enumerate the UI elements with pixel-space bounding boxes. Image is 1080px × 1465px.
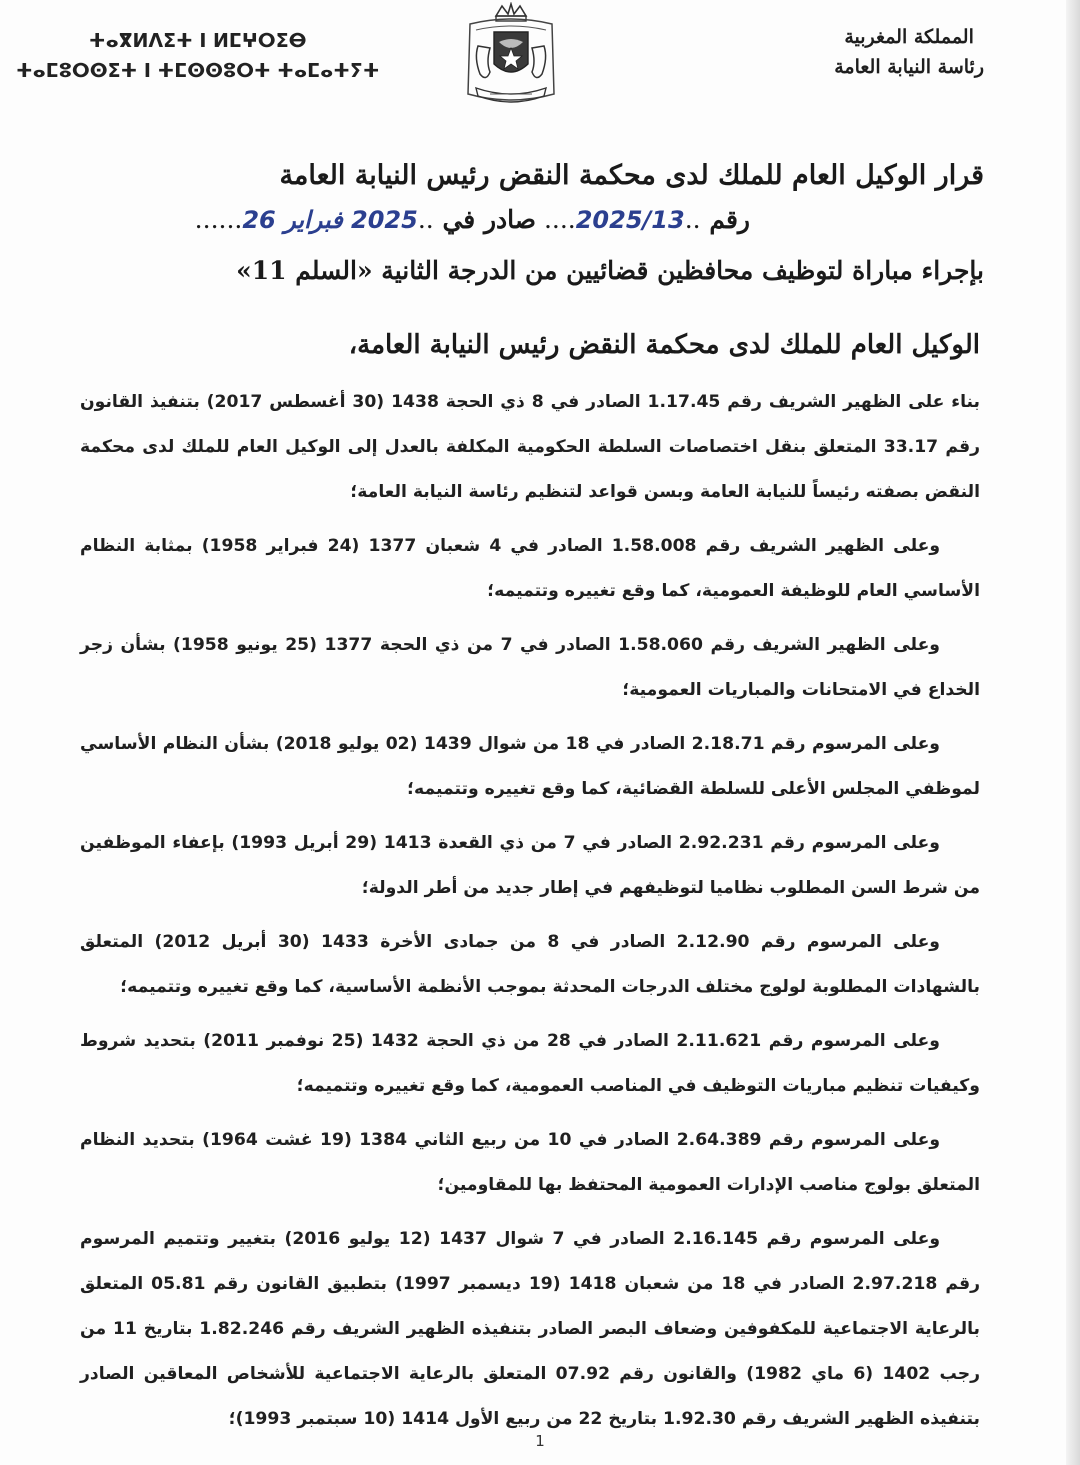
document-body [80,380,980,1451]
page-edge-shadow [1066,0,1080,1465]
paragraph: وعلى الظهير الشريف رقم 1.58.060 الصادر في 7 من ذي الحجة 1377 (25 يونيو 1958) بشأن زجر الخداع في الامتحانات والمباريات العمومية؛ [80,635,980,700]
header-kingdom: المملكة المغربية [844,26,974,48]
paragraph: بناء على الظهير الشريف رقم 1.17.45 الصادر في 8 ذي الحجة 1438 (30 أغسطس 2017) بتنفيذ القانون رقم 33.17 المتعلق بنقل اختصاصات السلطة الحكومية المكلفة بالعدل إلى الوكيل العام للملك لدى محكمة النقض بصفته رئيساً للنيابة العامة وبسن قواعد لتنظيم رئاسة النيابة العامة؛ [80,392,980,502]
decision-reference [195,205,750,234]
body-heading: الوكيل العام للملك لدى محكمة النقض رئيس النيابة العامة، [348,330,980,360]
number-label: رقم [709,205,750,234]
paragraph: وعلى المرسوم رقم 2.11.621 الصادر في 28 من ذي الحجة 1432 (25 نوفمبر 2011) بتحديد شروط وكيفيات تنظيم مباريات التوظيف في المناصب العمومية، كما وقع تغييره وتتميمه؛ [80,1031,980,1096]
page-number: 1 [535,1432,545,1450]
tifinagh-line-1: ⵜⴰⴳⵍⴷⵉⵜ ⵏ ⵍⵎⵖⵔⵉⴱ [88,30,307,52]
tifinagh-header [16,26,380,86]
paragraph: وعلى المرسوم رقم 2.64.389 الصادر في 10 من ربيع الثاني 1384 (19 غشت 1964) بتحديد النظام المتعلق بولوج مناصب الإدارات العمومية المحتفظ بها للمقاومين؛ [80,1130,980,1195]
decision-subject: بإجراء مباراة لتوظيف محافظين قضائيين من الدرجة الثانية «السلم 11» [236,256,984,285]
dots: .. [684,205,701,234]
arabic-header [834,22,984,82]
issued-label: صادر في [442,205,536,234]
tifinagh-line-2: ⵜⴰⵎⵓⵔⵙⵉⵜ ⵏ ⵜⵎⵙⵙⵓⵔⵜ ⵜⴰⵎⴰⵜⵢⵜ [16,60,380,82]
dots: ...... [194,205,243,234]
dots: .. [417,205,434,234]
paragraph: وعلى المرسوم رقم 2.16.145 الصادر في 7 شوال 1437 (12 يوليو 2016) بتغيير وتتميم المرسوم رقم 2.97.218 الصادر في 18 من شعبان 1418 (19 ديسمبر 1997) بتطبيق القانون رقم 05.81 المتعلق بالرعاية الاجتماعية للمكفوفين وضعاف البصر الصادر بتنفيذه الظهير الشريف رقم 1.82.246 بتاريخ 11 من رجب 1402 (6 ماي 1982) والقانون رقم 07.92 المتعلق بالرعاية الاجتماعية للأشخاص المعاقين الصادر بتنفيذه الظهير الشريف رقم 1.92.30 بتاريخ 22 من ربيع الأول 1414 (10 سبتمبر 1993)؛ [80,1229,980,1429]
paragraph: وعلى الظهير الشريف رقم 1.58.008 الصادر في 4 شعبان 1377 (24 فبراير 1958) بمثابة النظام الأساسي العام للوظيفة العمومية، كما وقع تغييره وتتميمه؛ [80,536,980,601]
dots: .... [536,205,576,234]
decision-title: قرار الوكيل العام للملك لدى محكمة النقض رئيس النيابة العامة [279,160,984,191]
paragraph: وعلى المرسوم رقم 2.92.231 الصادر في 7 من ذي القعدة 1413 (29 أبريل 1993) بإعفاء الموظفين من شرط السن المطلوب نظاميا لتوظيفهم في إطار جديد من أطر الدولة؛ [80,833,980,898]
handwritten-date: 2025 فبراير 26 [242,206,418,234]
paragraph: وعلى المرسوم رقم 2.18.71 الصادر في 18 من شوال 1439 (02 يوليو 2018) بشأن النظام الأساسي لموظفي المجلس الأعلى للسلطة القضائية، كما وقع تغييره وتتميمه؛ [80,734,980,799]
paragraph: وعلى المرسوم رقم 2.12.90 الصادر في 8 من جمادى الأخرة 1433 (30 أبريل 2012) المتعلق بالشهادات المطلوبة لولوج مختلف الدرجات المحدثة بموجب الأنظمة الأساسية، كما وقع تغييره وتتميمه؛ [80,932,980,997]
header-presidency: رئاسة النيابة العامة [834,56,984,78]
handwritten-number: 2025/13 [575,206,685,234]
coat-of-arms-emblem [450,2,572,114]
